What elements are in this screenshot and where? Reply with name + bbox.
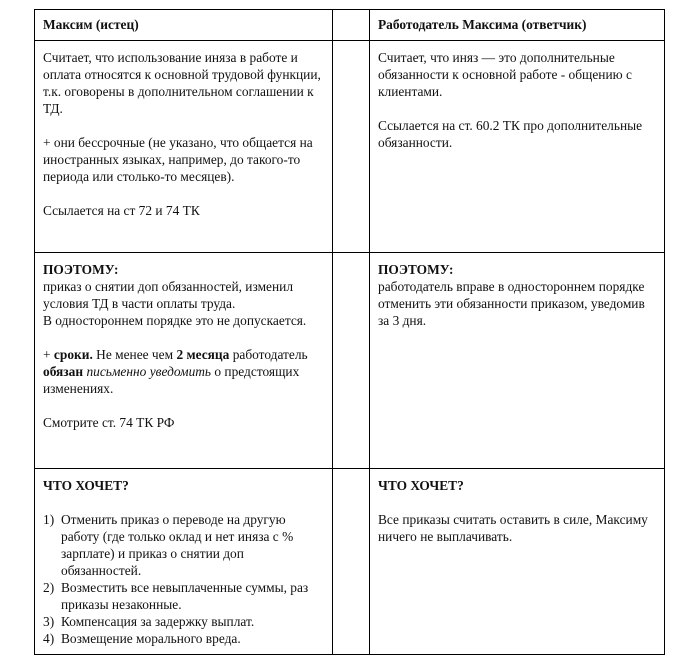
- defendant-wants-text: Все приказы считать оставить в силе, Максиму ничего не выплачивать.: [378, 512, 648, 544]
- defendant-wants-cell: [370, 469, 665, 655]
- obliged-word: обязан: [43, 364, 84, 379]
- defendant-reference: Ссылается на ст. 60.2 ТК про дополнительные обязанности.: [378, 118, 643, 150]
- plaintiff-position-extra: + они бессрочные (не указано, что общается на иностранных языках, например, до такого-то периода или столько-то месяцев).: [43, 135, 313, 184]
- plaintiff-wants-heading: ЧТО ХОЧЕТ?: [43, 478, 129, 493]
- spacer-cell: [333, 41, 370, 253]
- list-item-number: 3): [43, 614, 55, 629]
- plaintiff-therefore-text: приказ о снятии доп обязанностей, изменил условия ТД в части оплаты труда.: [43, 279, 294, 311]
- list-item-number: 4): [43, 631, 55, 646]
- deadlines-text-a: Не менее чем: [96, 347, 174, 362]
- defendant-therefore-heading: ПОЭТОМУ:: [378, 262, 454, 277]
- spacer-cell: [333, 10, 370, 41]
- header-plaintiff-cell: [35, 10, 333, 41]
- plaintiff-wants-cell: [35, 469, 333, 655]
- defendant-position-cell: [370, 41, 665, 253]
- list-item: [43, 579, 324, 613]
- header-defendant: Работодатель Максима (ответчик): [378, 17, 587, 32]
- list-item-text: Возместить все невыплаченные суммы, раз приказы незаконные.: [61, 580, 309, 612]
- defendant-position-text: Считает, что иняз — это дополнительные обязанности к основной работе - общению с клиентами.: [378, 50, 632, 99]
- deadlines-text-c: о предстоящих изменениях.: [43, 364, 300, 396]
- list-item: [43, 630, 324, 647]
- list-item: [43, 613, 324, 630]
- position-row: [35, 41, 665, 253]
- plaintiff-therefore-cell: [35, 253, 333, 469]
- list-item-number: 1): [43, 512, 55, 527]
- plaintiff-position-text: Считает, что использование иняза в работе и оплата относятся к основной трудовой функции, т.к. оговорены в дополнительном соглашении к ТД.: [43, 50, 321, 116]
- list-item-text: Возмещение морального вреда.: [61, 631, 241, 646]
- spacer-cell: [333, 469, 370, 655]
- comparison-table: [34, 9, 665, 655]
- plaintiff-wants-list: [43, 511, 324, 647]
- table-header-row: [35, 10, 665, 41]
- list-item-text: Отменить приказ о переводе на другую работу (где только оклад и нет иняза с % зарплате) и приказ о снятии доп обязанностей.: [61, 512, 294, 578]
- header-plaintiff: Максим (истец): [43, 17, 139, 32]
- therefore-row: [35, 253, 665, 469]
- wants-row: [35, 469, 665, 655]
- plaintiff-therefore-unilateral: В одностороннем порядке это не допускается.: [43, 313, 307, 328]
- deadlines-label: сроки.: [53, 347, 93, 362]
- plaintiff-position-cell: [35, 41, 333, 253]
- list-item: [43, 511, 324, 579]
- defendant-wants-heading: ЧТО ХОЧЕТ?: [378, 478, 464, 493]
- plaintiff-therefore-heading: ПОЭТОМУ:: [43, 262, 119, 277]
- header-defendant-cell: [370, 10, 665, 41]
- list-item-number: 2): [43, 580, 55, 595]
- plaintiff-deadlines-text: [43, 346, 324, 397]
- plus-sign: +: [43, 347, 51, 362]
- spacer-cell: [333, 253, 370, 469]
- deadlines-text-b: работодатель: [232, 347, 308, 362]
- plaintiff-reference: Ссылается на ст 72 и 74 ТК: [43, 203, 200, 218]
- defendant-therefore-cell: [370, 253, 665, 469]
- list-item-text: Компенсация за задержку выплат.: [61, 614, 255, 629]
- in-writing-notify: письменно уведомить: [86, 364, 212, 379]
- two-months: 2 месяца: [176, 347, 230, 362]
- defendant-therefore-text: работодатель вправе в одностороннем порядке отменить эти обязанности приказом, уведомив за 3 дня.: [378, 279, 645, 328]
- plaintiff-see-article: Смотрите ст. 74 ТК РФ: [43, 415, 175, 430]
